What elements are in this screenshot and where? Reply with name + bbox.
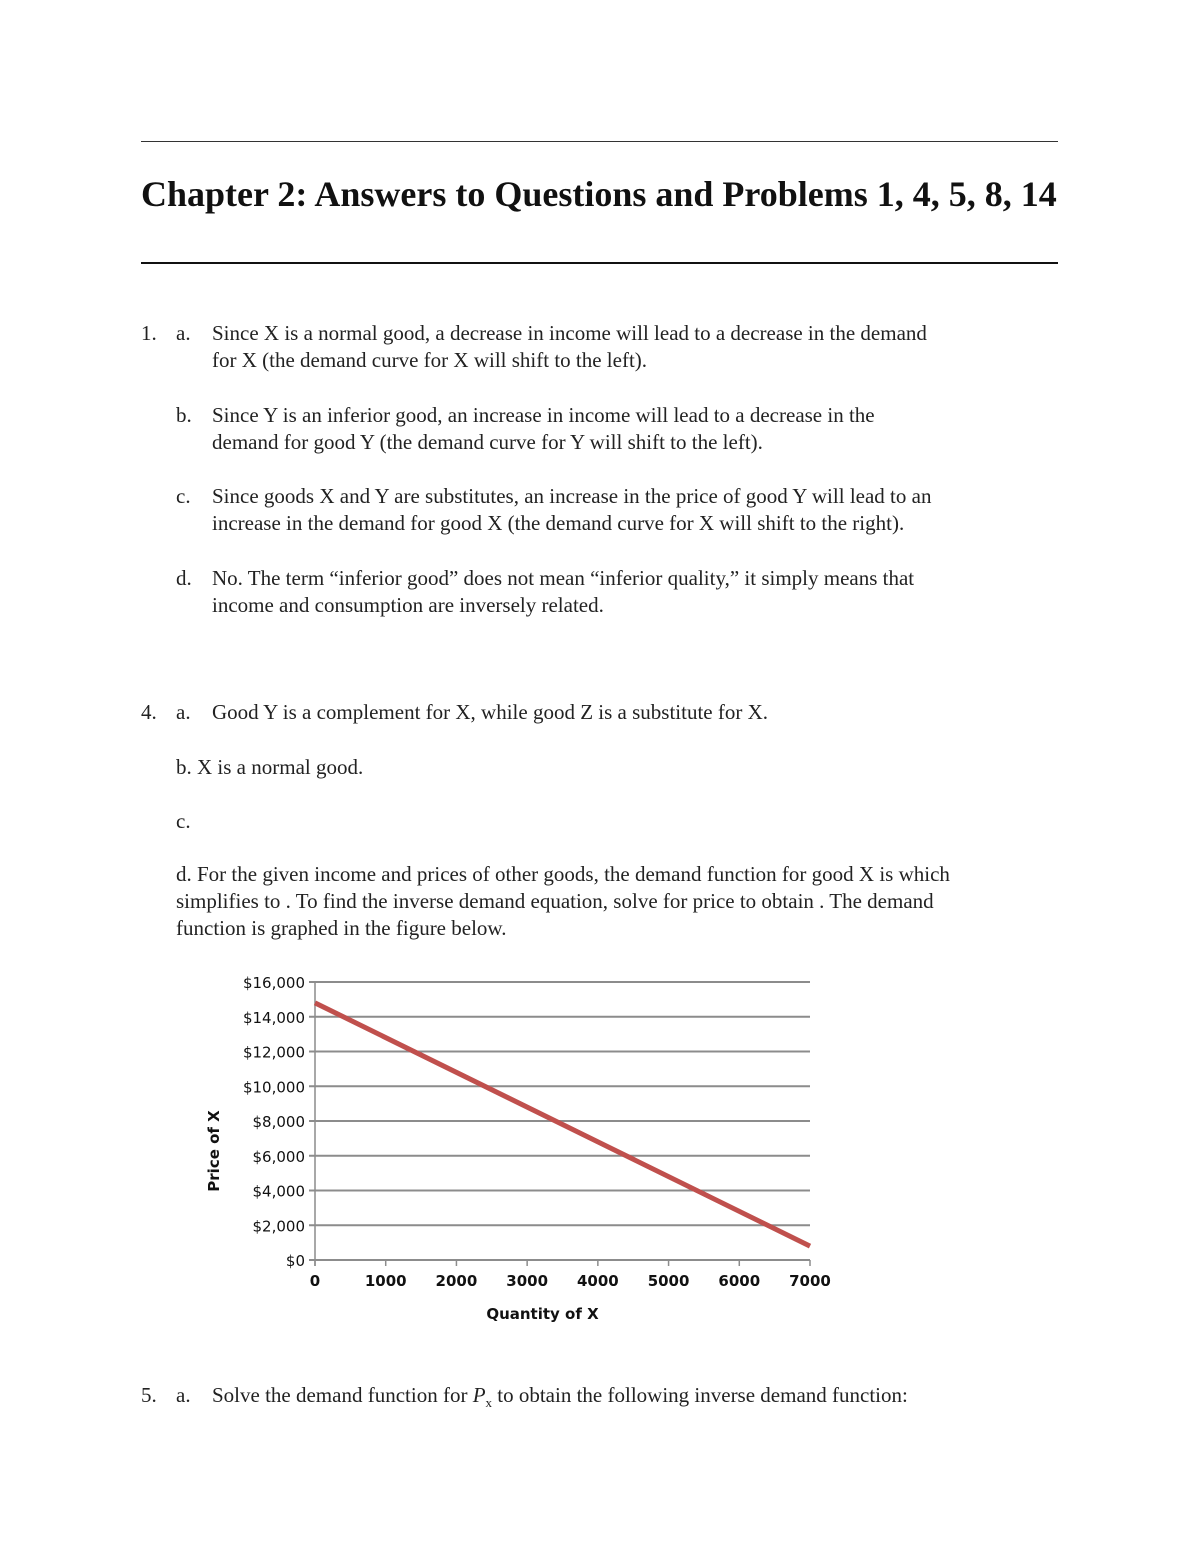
q1-d-line1: No. The term “inferior good” does not mean “inferior quality,” it simply means that — [212, 566, 915, 590]
x-tick-label: 3000 — [506, 1272, 549, 1290]
demand-chart — [195, 965, 855, 1335]
y-tick-label: $14,000 — [242, 1008, 305, 1027]
y-tick-label: $0 — [285, 1252, 305, 1270]
x-tick-label: 0 — [309, 1272, 321, 1290]
q5-a-sub: x — [485, 1395, 493, 1411]
header-rule — [141, 141, 1058, 142]
q4-d-line1: d. For the given income and prices of other goods, the demand function for good X is which — [176, 862, 950, 886]
q1-a-line1: Since X is a normal good, a decrease in income will lead to a decrease in the demand — [212, 321, 927, 345]
x-tick-label: 7000 — [789, 1272, 831, 1290]
q1-a-letter: a. — [176, 321, 191, 345]
q5-a-text-after: to obtain the following inverse demand function: — [492, 1383, 908, 1407]
q1-c-line2: increase in the demand for good X (the demand curve for X will shift to the right). — [212, 511, 905, 535]
q1-c-line1: Since goods X and Y are substitutes, an increase in the price of good Y will lead to an — [212, 484, 932, 508]
y-tick-label: $16,000 — [242, 974, 305, 992]
title-underline — [141, 262, 1058, 264]
q1-b-letter: b. — [176, 403, 192, 427]
y-tick-label: $12,000 — [242, 1043, 305, 1062]
q1-d-letter: d. — [176, 566, 192, 590]
y-tick-label: $6,000 — [252, 1147, 305, 1166]
q4-d-line3: function is graphed in the figure below. — [176, 916, 507, 940]
q1-b-line2: demand for good Y (the demand curve for Y will shift to the left). — [212, 430, 763, 454]
demand-line — [315, 1003, 810, 1246]
y-tick-label: $4,000 — [252, 1182, 305, 1201]
x-axis-title: Quantity of X — [486, 1305, 599, 1323]
question-4-number: 4. — [141, 700, 157, 724]
y-tick-label: $10,000 — [242, 1078, 305, 1097]
q4-a-text: Good Y is a complement for X, while good Z is a substitute for X. — [212, 700, 769, 724]
q4-c-text: c. — [176, 809, 191, 833]
q4-a-letter: a. — [176, 700, 191, 724]
q4-d-line2: simplifies to . To find the inverse demand equation, solve for price to obtain . The demand — [176, 889, 934, 913]
q5-a-text — [212, 1382, 908, 1416]
q5-a-text-before: Solve the demand function for — [212, 1383, 473, 1407]
q1-a-line2: for X (the demand curve for X will shift to the left). — [212, 348, 648, 372]
q1-c-letter: c. — [176, 484, 191, 508]
x-tick-label: 2000 — [435, 1272, 478, 1290]
question-5-number: 5. — [141, 1383, 157, 1407]
y-tick-label: $2,000 — [252, 1217, 305, 1236]
page-title: Chapter 2: Answers to Questions and Problems 1, 4, 5, 8, 14 — [141, 174, 1057, 214]
q1-b-line1: Since Y is an inferior good, an increase in income will lead to a decrease in the — [212, 403, 875, 427]
q1-d-line2: income and consumption are inversely related. — [212, 593, 604, 617]
x-tick-label: 4000 — [576, 1272, 619, 1290]
question-1-number: 1. — [141, 321, 157, 345]
x-tick-label: 1000 — [364, 1272, 407, 1290]
y-tick-label: $8,000 — [252, 1113, 305, 1131]
y-axis-title: Price of X — [205, 1110, 223, 1192]
q5-a-var: P — [472, 1383, 486, 1407]
x-tick-label: 5000 — [647, 1272, 690, 1290]
q5-a-letter: a. — [176, 1383, 191, 1407]
q4-b-text: b. X is a normal good. — [176, 755, 364, 779]
x-tick-label: 6000 — [718, 1272, 761, 1290]
